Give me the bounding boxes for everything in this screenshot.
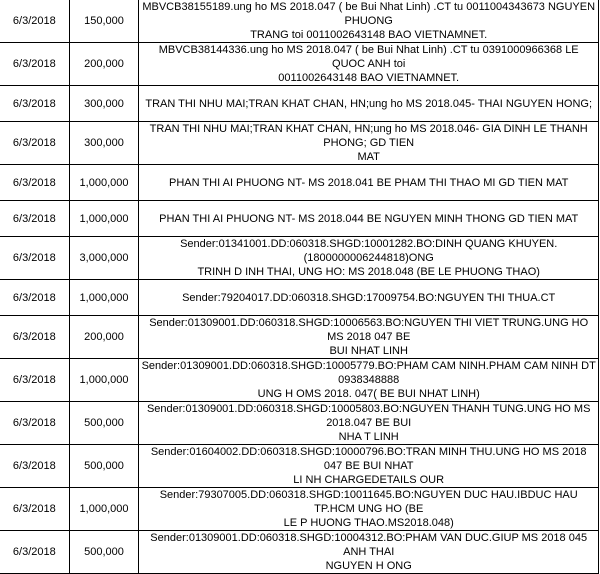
description-line-1: Sender:01309001.DD:060318.SHGD:10005779.BO:PHAM CAM NINH.PHAM CAM NINH DT 0938348888: [141, 360, 596, 386]
description-cell: [139, 359, 599, 402]
table-row: [0, 201, 599, 237]
description-line-2: LI NH CHARGEDETAILS OUR: [293, 474, 445, 486]
description-line-1: MBVCB38155189.ung ho MS 2018.047 ( be Bui Nhat Linh) .CT tu 0011004343673 NGUYEN PHUONG: [142, 1, 596, 27]
date-cell: 6/3/2018: [0, 165, 69, 201]
date-cell: 6/3/2018: [0, 531, 69, 574]
date-cell: 6/3/2018: [0, 445, 69, 488]
description-cell: [139, 280, 599, 316]
amount-cell: 300,000: [69, 86, 139, 122]
description-line-1: PHAN THI AI PHUONG NT- MS 2018.044 BE NGUYEN MINH THONG GD TIEN MAT: [159, 212, 579, 225]
table-row: [0, 43, 599, 86]
date-cell: 6/3/2018: [0, 316, 69, 359]
description-cell: [139, 122, 599, 165]
description-line-2: 0011002643148 BAO VIETNAMNET.: [278, 72, 460, 84]
description-line-2: NHA T LINH: [338, 431, 399, 443]
table-row: [0, 359, 599, 402]
table-row: [0, 445, 599, 488]
description-line-2: TRINH D INH THAI, UNG HO: MS 2018.048 (BE LE PHUONG THAO): [197, 266, 540, 278]
description-cell: [139, 165, 599, 201]
description-line-2: UNG H OMS 2018. 047( BE BUI NHAT LINH): [257, 388, 480, 400]
description-cell: [139, 445, 599, 488]
amount-cell: 200,000: [69, 43, 139, 86]
date-cell: 6/3/2018: [0, 86, 69, 122]
description-cell: [139, 402, 599, 445]
description-cell: [139, 488, 599, 531]
amount-cell: 1,000,000: [69, 201, 139, 237]
date-cell: 6/3/2018: [0, 359, 69, 402]
table-row: [0, 237, 599, 280]
amount-cell: 500,000: [69, 445, 139, 488]
amount-cell: 3,000,000: [69, 237, 139, 280]
description-line-2: TRANG toi 0011002643148 BAO VIETNAMNET.: [250, 29, 488, 41]
amount-cell: 500,000: [69, 402, 139, 445]
description-line-1: MBVCB38144336.ung ho MS 2018.047 ( be Bui Nhat Linh) .CT tu 0391000966368 LE QUOC ANH toi: [158, 44, 579, 70]
description-line-1: Sender:01309001.DD:060318.SHGD:10005803.BO:NGUYEN THANH TUNG.UNG HO MS 2018.047 BE BUI: [146, 403, 591, 429]
date-cell: 6/3/2018: [0, 0, 69, 43]
description-cell: [139, 316, 599, 359]
description-cell: [139, 43, 599, 86]
description-line-2: LE P HUONG THAO.MS2018.048): [283, 517, 454, 529]
description-cell: [139, 201, 599, 237]
description-cell: [139, 0, 599, 43]
date-cell: 6/3/2018: [0, 237, 69, 280]
amount-cell: 1,000,000: [69, 359, 139, 402]
amount-cell: 1,000,000: [69, 488, 139, 531]
description-cell: [139, 237, 599, 280]
table-row: [0, 0, 599, 43]
description-line-2: BUI NHAT LINH: [329, 345, 408, 357]
date-cell: 6/3/2018: [0, 402, 69, 445]
description-line-1: Sender:01341001.DD:060318.SHGD:10001282.BO:DINH QUANG KHUYEN.(1800000006244818)ONG: [180, 238, 558, 264]
table-row: [0, 165, 599, 201]
description-line-2: NGUYEN H ONG: [325, 560, 412, 572]
table-row: [0, 316, 599, 359]
description-line-1: Sender:01604002.DD:060318.SHGD:10000796.BO:TRAN MINH THU.UNG HO MS 2018 047 BE BUI NHAT: [150, 446, 587, 472]
amount-cell: 200,000: [69, 316, 139, 359]
description-line-1: Sender:01309001.DD:060318.SHGD:10004312.BO:PHAM VAN DUC.GIUP MS 2018 045 ANH THAI: [150, 532, 588, 558]
description-line-1: PHAN THI AI PHUONG NT- MS 2018.041 BE PHAM THI THAO MI GD TIEN MAT: [169, 176, 569, 189]
amount-cell: 500,000: [69, 531, 139, 574]
amount-cell: 1,000,000: [69, 165, 139, 201]
table-row: [0, 531, 599, 574]
amount-cell: 300,000: [69, 122, 139, 165]
description-line-1: Sender:01309001.DD:060318.SHGD:10006563.BO:NGUYEN THI VIET TRUNG.UNG HO MS 2018 047 BE: [149, 317, 589, 343]
description-line-1: TRAN THI NHU MAI;TRAN KHAT CHAN, HN;ung ho MS 2018.045- THAI NGUYEN HONG;: [145, 97, 592, 110]
date-cell: 6/3/2018: [0, 122, 69, 165]
table-row: [0, 488, 599, 531]
description-line-2: MAT: [357, 151, 380, 163]
description-line-1: TRAN THI NHU MAI;TRAN KHAT CHAN, HN;ung ho MS 2018.046- GIA DINH LE THANH PHONG; GD TIEN: [149, 123, 588, 149]
date-cell: 6/3/2018: [0, 280, 69, 316]
date-cell: 6/3/2018: [0, 43, 69, 86]
table-row: [0, 122, 599, 165]
amount-cell: 1,000,000: [69, 280, 139, 316]
description-line-1: Sender:79307005.DD:060318.SHGD:10011645.BO:NGUYEN DUC HAU.IBDUC HAU TP.HCM UNG HO (BE: [159, 489, 578, 515]
description-cell: [139, 86, 599, 122]
amount-cell: 150,000: [69, 0, 139, 43]
table-row: [0, 86, 599, 122]
date-cell: 6/3/2018: [0, 488, 69, 531]
date-cell: 6/3/2018: [0, 201, 69, 237]
description-line-1: Sender:79204017.DD:060318.SHGD:17009754.BO:NGUYEN THI THUA.CT: [182, 291, 556, 304]
description-cell: [139, 531, 599, 574]
table-row: [0, 280, 599, 316]
table-row: [0, 402, 599, 445]
